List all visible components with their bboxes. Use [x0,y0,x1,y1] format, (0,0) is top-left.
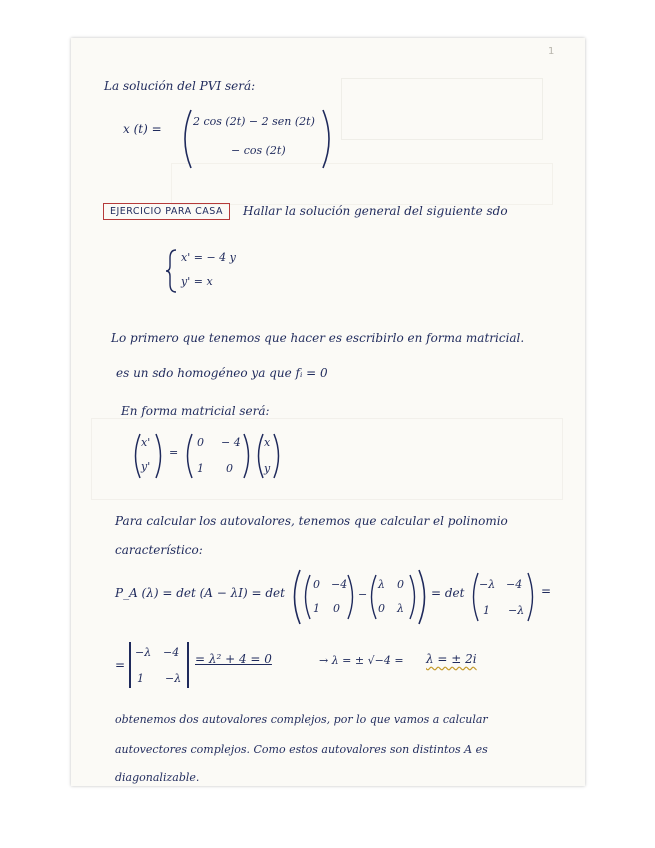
matrix-cell: −λ [479,578,496,591]
page-number: 1 [548,46,555,57]
right-paren [347,573,357,621]
exercise-label-box: EJERCICIO PARA CASA [103,203,230,220]
system-eq-1: x' = − 4 y [181,251,236,264]
bleed-through [171,163,553,205]
equals-sign: = [169,446,179,459]
system-eq-2: y' = x [181,275,213,288]
matrix-cell: y' [141,460,151,473]
text-line: Lo primero que tenemos que hacer es escribirlo en forma matricial. [111,331,525,345]
system-brace [166,248,178,294]
right-paren [273,432,283,480]
root-computation: → λ = ± √−4 = [319,654,404,667]
text-line: Hallar la solución general del siguiente sdo [243,204,508,218]
matrix-cell: − 4 [221,436,241,449]
characteristic-equation: = λ² + 4 = 0 [195,652,272,666]
matrix-cell: 0 [378,602,385,615]
text-line: En forma matricial será: [121,404,270,418]
text-line: obtenemos dos autovalores complejos, por lo que vamos a calcular [115,713,488,726]
matrix-cell: λ [378,578,385,591]
right-paren [243,432,253,480]
matrix-cell: 0 [197,436,204,449]
matrix-cell: −4 [506,578,523,591]
notebook-page [71,38,585,786]
matrix-cell: 0 [397,578,404,591]
eigenvalues-result: λ = ± 2i [426,652,477,666]
matrix-cell: 0 [313,578,320,591]
left-paren [254,432,264,480]
text-line: diagonalizable. [115,771,200,784]
minus-sign: − [358,588,368,601]
matrix-cell: 1 [483,604,490,617]
bleed-through [341,78,543,140]
matrix-cell: x' [141,436,151,449]
outer-right-paren [418,568,430,626]
matrix-cell: x [264,436,271,449]
equals-det: = det [431,586,465,600]
text-line: autovectores complejos. Como estos autovalores son distintos A es [115,743,488,756]
vector-row-1: 2 cos (2t) − 2 sen (2t) [193,115,315,128]
equation-lhs: x (t) = [123,122,162,136]
matrix-cell: −λ [165,672,182,685]
poly-lhs: P_A (λ) = det (A − λI) = det [115,586,285,600]
matrix-cell: 0 [226,462,233,475]
matrix-cell: 1 [137,672,144,685]
left-paren [183,432,193,480]
determinant-bar-left [129,642,131,688]
right-paren [155,432,165,480]
text-line: Para calcular los autovalores, tenemos que calcular el polinomio [115,514,508,528]
matrix-cell: −4 [331,578,348,591]
right-paren [321,108,335,170]
equals-sign: = [115,658,126,672]
text-line: característico: [115,543,203,557]
matrix-cell: 0 [333,602,340,615]
right-paren [527,571,537,623]
left-paren [367,573,377,621]
text-line: La solución del PVI será: [104,79,256,93]
left-paren [179,108,193,170]
left-paren [301,573,311,621]
matrix-cell: y [264,462,271,475]
determinant-bar-right [187,642,189,688]
matrix-cell: λ [397,602,404,615]
matrix-cell: 1 [197,462,204,475]
matrix-cell: 1 [313,602,320,615]
matrix-cell: −λ [135,646,152,659]
equals-sign: = [541,584,552,598]
vector-row-2: − cos (2t) [231,144,286,157]
outer-left-paren [289,568,301,626]
matrix-cell: −λ [508,604,525,617]
matrix-cell: −4 [163,646,180,659]
text-line: es un sdo homogéneo ya que fᵢ = 0 [116,366,328,380]
left-paren [469,571,479,623]
left-paren [131,432,141,480]
